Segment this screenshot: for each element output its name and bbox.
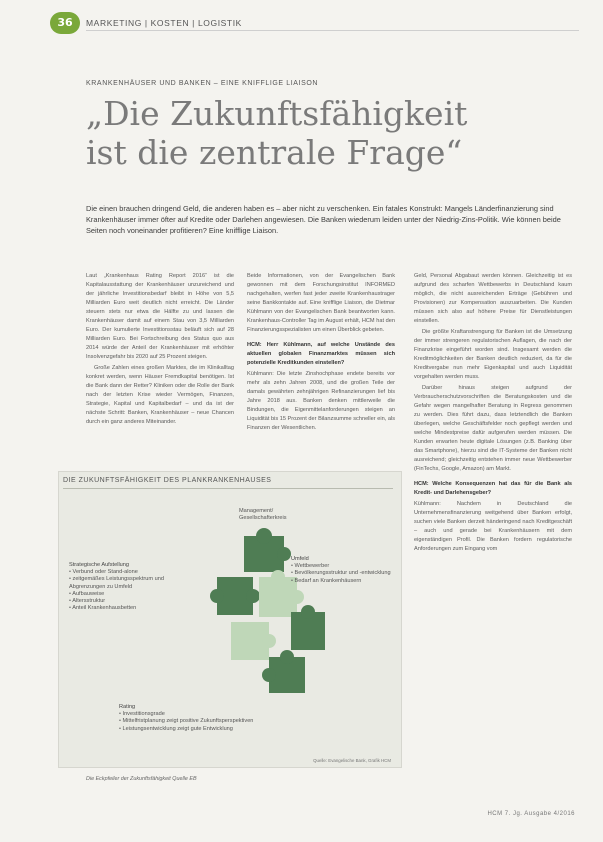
infographic-title: DIE ZUKUNFTSFÄHIGKEIT DES PLANKRANKENHAUSES xyxy=(63,477,272,484)
puzzle-piece-bottom-left xyxy=(231,622,276,660)
article-headline xyxy=(86,94,556,172)
rating-block xyxy=(119,704,269,733)
strategy-item: • zeitgemäßes Leistungsspektrum und Abgrenzungen zu Umfeld xyxy=(69,576,194,590)
strategy-item: • Aufbauweise xyxy=(69,591,194,598)
umfeld-item: • Wettbewerber xyxy=(291,563,391,570)
umfeld-item: • Bedarf an Krankenhäusern xyxy=(291,578,391,585)
paragraph: Laut „Krankenhaus Rating Report 2016“ ist die Kapitalausstattung der Krankenhäuser unzureichend und der jährliche Investitionsbedarf bleibt in Höhe von 5,5 Milliarden Euro weit deutlich nicht erreicht. Die Länder steuern stets nur etwa die Hälfte zu und lassen die Krankenhäuser damit auf einem Stau von 3,5 Milliarden Euro. Der kumulierte Investitionsstau beläuft sich auf 28 Milliarden Euro. Bei Fortschreibung des Status quo aus 2014 würde der Anteil der Krankenhäuser mit erhöhter Insolvenzgefahr bis 2020 auf 25 Prozent steigen. xyxy=(86,273,234,360)
text-column-1 xyxy=(86,272,234,466)
paragraph: Geld, Personal Abgabaut werden können. Gleichzeitig ist es aufgrund des scharfen Wettbewerbs in Deutschland kaum möglich, die nicht ausreichenden Erträge (Gebühren und Provisionen) zur Kompensation auszuarbeiten. Die Kunden müssen sich also auf höhere Preise für Dienstleistungen einstellen. xyxy=(414,273,572,324)
rating-item: • Investitionsgrade xyxy=(119,711,269,718)
headline-line-2: ist die zentrale Frage“ xyxy=(86,133,463,172)
umfeld-heading: Umfeld xyxy=(291,556,309,562)
rating-item: • Leistungsentwicklung zeigt gute Entwicklung xyxy=(119,726,269,733)
headline-line-1: „Die Zukunftsfähigkeit xyxy=(86,94,468,133)
puzzle-graphic xyxy=(209,522,329,712)
page-footer: HCM 7. Jg. Ausgabe 4/2016 xyxy=(487,811,575,817)
infographic-source: Quelle: Evangelische Bank, Grafik HCM xyxy=(313,758,391,763)
text-column-2 xyxy=(247,272,395,466)
management-label: Management/ Gesellschafterkreis xyxy=(239,508,287,522)
section-title: MARKETING | KOSTEN | LOGISTIK xyxy=(86,18,242,28)
strategy-heading: Strategische Aufstellung xyxy=(69,562,130,568)
strategy-item: • Altersstruktur xyxy=(69,598,194,605)
infographic-divider xyxy=(63,488,393,489)
paragraph: Die größte Kraftanstrengung für Banken ist die Umsetzung der immer strengeren regulatorischen Auflagen, die nach der Finanzkrise eingeführt worden sind. Insgesamt werden die Kreditmöglichkeiten der Banken deutlich reduziert, da für die Kreditvergabe nun mehr Eigenkapital und auch Liquidität vorgehalten werden muss. xyxy=(414,329,572,380)
puzzle-piece-top xyxy=(244,528,291,572)
umfeld-item: • Bevölkerungsstruktur und -entwicklung xyxy=(291,570,391,577)
page-number-badge: 36 xyxy=(50,12,80,34)
interview-answer: Kühlmann: Die letzte Zinshochphase endete bereits vor mehr als zehn Jahren 2008, und die großen Teile der damals gewährten zehnjährigen Refinanzierungen lief bis Jahre 2018 aus. Banken denken mittlerweile die Bindungen, die Eigenmittelanforderungen steigen an Liquidität bis 15 Prozent der Bilanzsumme schneller ein, als Finanzen der Wesentlichen. xyxy=(247,371,395,431)
paragraph: Große Zahlen eines großen Marktes, die im Klinikalltag konkret werden, wenn Häuser Fremdkapital benötigen. Ist die Bank dann der Retter? Kliniken oder die Rolle der Bank nach der letzten Krise wieder Vermögen, Finanzen, Strategie, Kapital und Kapitalbedarf – und da ist der nächste Schritt: Banken, Krankenhäuser – neue Chancen durch ein ganz anderes Miteinander. xyxy=(86,365,234,425)
infographic-box xyxy=(58,471,402,768)
text-column-3 xyxy=(414,272,572,784)
paragraph: Darüber hinaus steigen aufgrund der Verbraucherschutzvorschriften die Beratungskosten und die Gefahr wegen mangelhafter Beratung in Regress genommen zu werden. Dies führt dazu, dass letztendlich die Banken überlegen, welche Geschäftsfelder noch gepflegt werden und welche Mindestpreise dafür aufgerufen werden müssen. Die Kunden erwarten heute digitale Lösungen (z.B. Banking über das Smartphone), hierzu sind die IT-Systeme der Banken nicht ausreichend; gleichzeitig entstehen immer neue Wettbewerber (FinTechs, Google, Amazon) am Markt. xyxy=(414,385,572,472)
strategy-block xyxy=(69,562,194,612)
infographic-caption: Die Eckpfeiler der Zukunftsfähigkeit Quelle EB xyxy=(86,776,197,782)
paragraph: Beide Informationen, von der Evangelischen Bank gewonnen mit dem Forschungsinstitut INFORMED nachgehalten, werfen fast jeder zweite Krankenhaustrager seine Bankkontakte auf. Eine knifflige Liaison, die Dietmar Kühlmann von der Evangelischen Bank beantworten kann. Krankenhaus-Controller Tag im August erhält, HCM hat den Finanzierungsspezialisten um einen Überblick gebeten. xyxy=(247,273,395,333)
rating-heading: Rating xyxy=(119,704,136,710)
interview-question: HCM: Herr Kühlmann, auf welche Unstände des aktuellen globalen Finanzmarktes müssen sich potenzielle Kreditkunden einstellen? xyxy=(247,342,395,366)
rating-item: • Mittelfristplanung zeigt positive Zukunftsperspektiven xyxy=(119,718,269,725)
strategy-item: • Verbund oder Stand-alone xyxy=(69,569,194,576)
strategy-item: • Anteil Krankenhausbetten xyxy=(69,605,194,612)
header-divider xyxy=(86,30,579,31)
interview-question: HCM: Welche Konsequenzen hat das für die Bank als Kredit- und Darlehensgeber? xyxy=(414,481,572,496)
article-kicker: KRANKENHÄUSER UND BANKEN – EINE KNIFFLIGE LIAISON xyxy=(86,80,319,87)
article-lead: Die einen brauchen dringend Geld, die anderen haben es – aber nicht zu verschenken. Ein fatales Konstrukt: Mangels Länderfinanzierung sind Krankenhäuser immer öfter auf Kredite oder Darlehen angewiesen. Die Banken wiederum leiden unter der Niedrig-Zins-Politik. Wie können beide Seiten noch voneinander profitieren? Eine knifflige Liaison. xyxy=(86,204,561,235)
interview-answer: Kühlmann: Nachdem in Deutschland die Unternehmensfinanzierung weitgehend über Banken erfolgt, suchen viele Banken derzeit händeringend nach Kreditgeschäft – auch und gerade bei Krankenhäusern mit dem eigenständigen Profil. Die Banken fordern regulatorische Anforderungen zum Eingang vom xyxy=(414,501,572,552)
umfeld-block xyxy=(291,556,391,585)
puzzle-piece-left xyxy=(210,577,260,615)
